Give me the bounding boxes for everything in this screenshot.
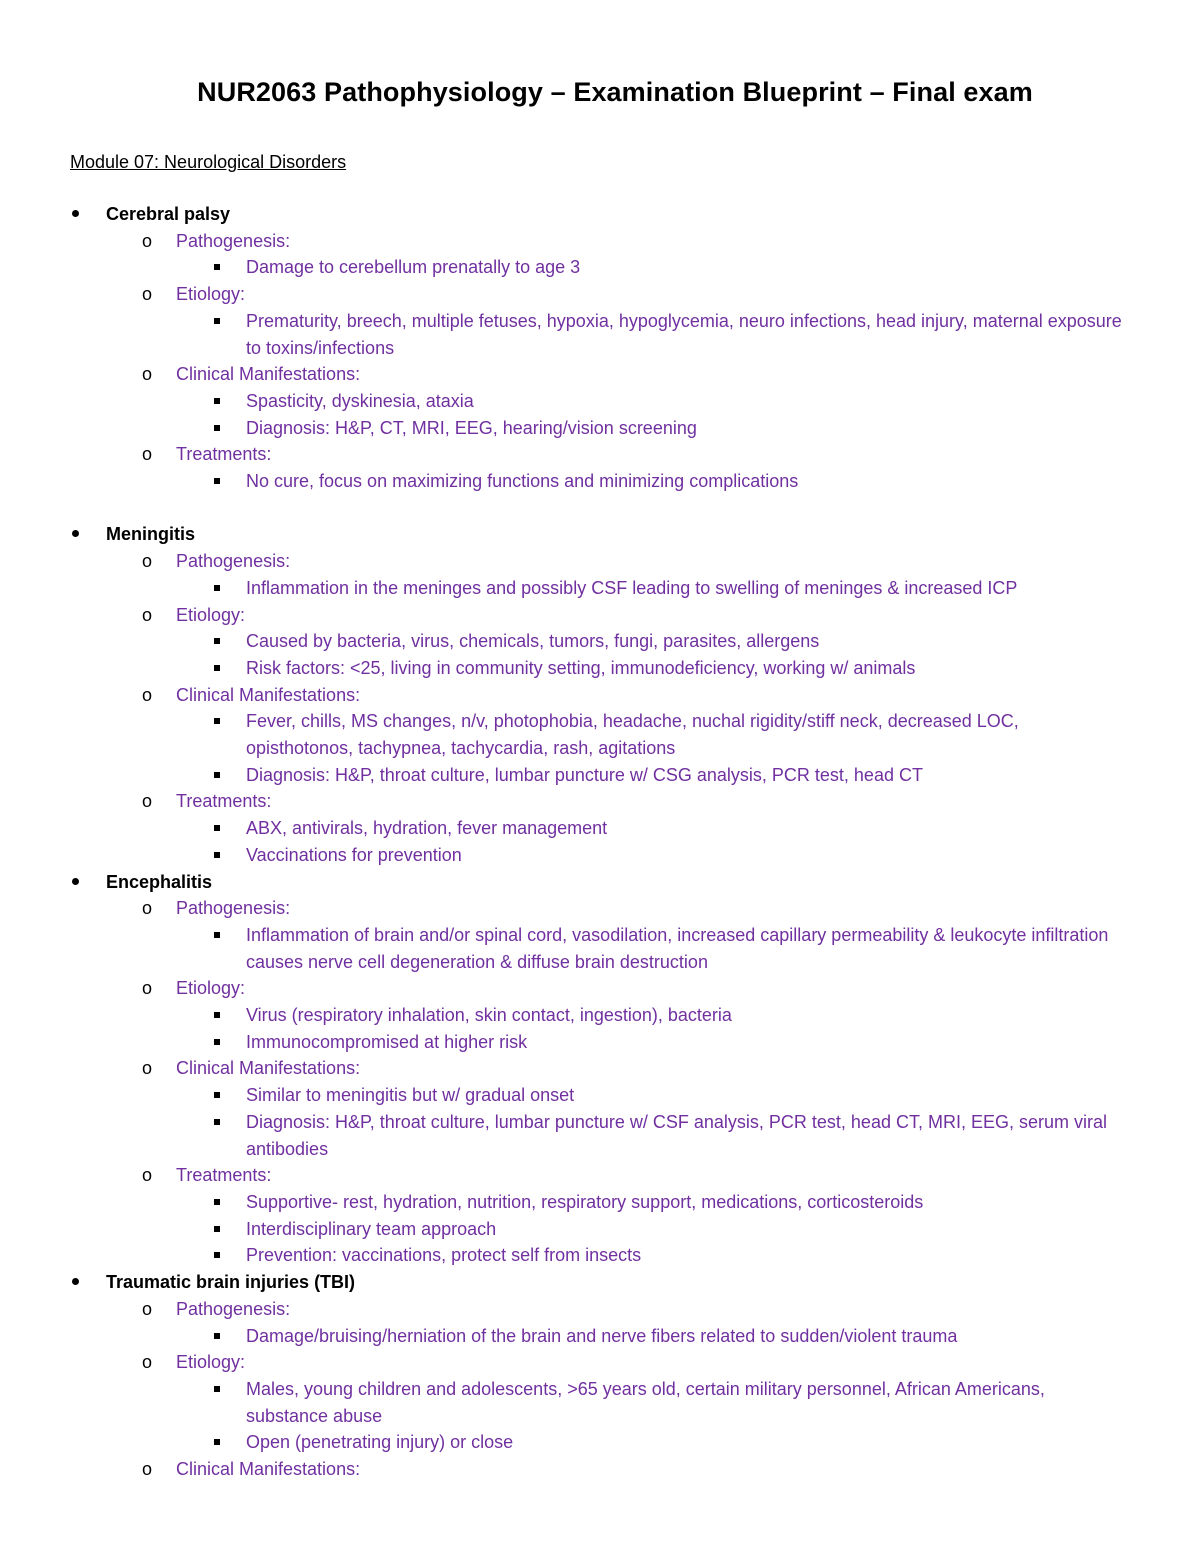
detail-item <box>176 388 1126 415</box>
hollow-bullet-icon: o <box>142 444 153 465</box>
section-label: Treatments: <box>176 791 272 812</box>
detail-list <box>176 254 1200 281</box>
hollow-bullet-icon: o <box>142 284 153 305</box>
hollow-bullet-icon: o <box>142 1352 153 1373</box>
detail-item <box>176 842 1126 869</box>
section-label: Clinical Manifestations: <box>176 684 361 705</box>
section-treatments <box>106 1162 1200 1269</box>
square-bullet-icon <box>214 398 220 404</box>
detail-text: Caused by bacteria, virus, chemicals, tumors, fungi, parasites, allergens <box>246 631 820 652</box>
detail-item <box>176 1216 1126 1243</box>
square-bullet-icon <box>214 318 220 324</box>
square-bullet-icon <box>214 585 220 591</box>
detail-item <box>176 1109 1126 1162</box>
section-list <box>106 548 1200 868</box>
section-etiology <box>106 281 1200 361</box>
square-bullet-icon <box>214 825 220 831</box>
detail-list <box>176 1189 1200 1269</box>
detail-list <box>176 1376 1200 1456</box>
detail-text: Virus (respiratory inhalation, skin contact, ingestion), bacteria <box>246 1005 732 1026</box>
detail-list <box>176 308 1200 361</box>
square-bullet-icon <box>214 772 220 778</box>
detail-text: Males, young children and adolescents, >65 years old, certain military personnel, African Americans, substance abuse <box>246 1378 1045 1426</box>
hollow-bullet-icon: o <box>142 604 153 625</box>
section-label: Treatments: <box>176 1165 272 1186</box>
square-bullet-icon <box>214 932 220 938</box>
square-bullet-icon <box>214 1439 220 1445</box>
topic-title: Encephalitis <box>106 871 213 892</box>
section-label: Pathogenesis: <box>176 1298 291 1319</box>
square-bullet-icon <box>214 852 220 858</box>
section-label: Etiology: <box>176 978 246 999</box>
detail-list <box>176 708 1200 788</box>
section-pathogenesis <box>106 1296 1200 1349</box>
module-heading: Module 07: Neurological Disorders <box>70 152 347 172</box>
detail-item <box>176 308 1126 361</box>
detail-item <box>176 708 1126 761</box>
spacer <box>0 495 1200 522</box>
detail-text: Diagnosis: H&P, throat culture, lumbar puncture w/ CSG analysis, PCR test, head CT <box>246 764 923 785</box>
section-label: Pathogenesis: <box>176 551 291 572</box>
detail-text: Prevention: vaccinations, protect self from insects <box>246 1245 642 1266</box>
hollow-bullet-icon: o <box>142 551 153 572</box>
detail-list <box>176 815 1200 868</box>
section-label: Clinical Manifestations: <box>176 1459 361 1480</box>
square-bullet-icon <box>214 638 220 644</box>
section-pathogenesis <box>106 228 1200 281</box>
section-pathogenesis <box>106 895 1200 975</box>
detail-item <box>176 1029 1126 1056</box>
detail-list <box>176 1002 1200 1055</box>
detail-item <box>176 1242 1126 1269</box>
section-label: Clinical Manifestations: <box>176 364 361 385</box>
detail-item <box>176 922 1126 975</box>
square-bullet-icon <box>214 718 220 724</box>
bullet-icon <box>72 530 79 537</box>
section-treatments <box>106 441 1200 494</box>
hollow-bullet-icon: o <box>142 791 153 812</box>
detail-item <box>176 1189 1126 1216</box>
section-etiology <box>106 602 1200 682</box>
section-label: Treatments: <box>176 444 272 465</box>
topic-outline <box>0 201 1200 1483</box>
detail-text: Risk factors: <25, living in community setting, immunodeficiency, working w/ animals <box>246 657 916 678</box>
section-pathogenesis <box>106 548 1200 601</box>
detail-item <box>176 1323 1126 1350</box>
section-label: Etiology: <box>176 604 246 625</box>
detail-item <box>176 655 1126 682</box>
detail-item <box>176 415 1126 442</box>
detail-list <box>176 468 1200 495</box>
section-clinical-manifestations <box>106 682 1200 789</box>
bullet-icon <box>72 878 79 885</box>
section-treatments <box>106 788 1200 868</box>
section-label: Clinical Manifestations: <box>176 1058 361 1079</box>
section-clinical-manifestations <box>106 1456 1200 1483</box>
section-label: Pathogenesis: <box>176 898 291 919</box>
square-bullet-icon <box>214 665 220 671</box>
detail-text: Supportive- rest, hydration, nutrition, respiratory support, medications, corticosteroids <box>246 1192 924 1212</box>
detail-list <box>176 388 1200 441</box>
detail-item <box>176 1082 1126 1109</box>
hollow-bullet-icon: o <box>142 230 153 251</box>
square-bullet-icon <box>214 1252 220 1258</box>
hollow-bullet-icon: o <box>142 898 153 919</box>
detail-list <box>176 1082 1200 1162</box>
square-bullet-icon <box>214 264 220 270</box>
section-label: Pathogenesis: <box>176 230 291 251</box>
topic-title: Cerebral palsy <box>106 204 231 224</box>
hollow-bullet-icon: o <box>142 1459 153 1480</box>
detail-list <box>176 922 1200 975</box>
detail-text: Similar to meningitis but w/ gradual onset <box>246 1085 575 1106</box>
section-list <box>106 228 1200 495</box>
square-bullet-icon <box>214 1119 220 1125</box>
detail-item <box>176 1002 1126 1029</box>
section-label: Etiology: <box>176 284 246 305</box>
detail-list <box>176 575 1200 602</box>
hollow-bullet-icon: o <box>142 978 153 999</box>
hollow-bullet-icon: o <box>142 1165 153 1186</box>
bullet-icon <box>72 210 79 217</box>
topic-meningitis <box>0 521 1200 868</box>
detail-list <box>176 628 1200 681</box>
section-list <box>106 1296 1200 1483</box>
document-title: NUR2063 Pathophysiology – Examination Blueprint – Final exam <box>197 77 1033 107</box>
detail-text: Inflammation of brain and/or spinal cord, vasodilation, increased capillary permeability & leukocyte infiltration causes nerve cell degeneration & diffuse brain destruction <box>246 924 1109 972</box>
hollow-bullet-icon: o <box>142 364 153 385</box>
detail-text: Immunocompromised at higher risk <box>246 1031 528 1052</box>
topic-cerebral-palsy <box>0 201 1200 495</box>
section-etiology <box>106 975 1200 1055</box>
detail-list <box>176 1323 1200 1350</box>
topic-title: Meningitis <box>106 524 195 545</box>
detail-text: Interdisciplinary team approach <box>246 1218 497 1239</box>
detail-text: Spasticity, dyskinesia, ataxia <box>246 390 474 411</box>
detail-text: Damage to cerebellum prenatally to age 3 <box>246 257 581 278</box>
detail-text: Damage/bruising/herniation of the brain and nerve fibers related to sudden/violent trauma <box>246 1325 958 1346</box>
detail-item <box>176 815 1126 842</box>
detail-item <box>176 575 1126 602</box>
square-bullet-icon <box>214 478 220 484</box>
detail-item <box>176 1376 1126 1429</box>
detail-item <box>176 254 1126 281</box>
detail-item <box>176 762 1126 789</box>
hollow-bullet-icon: o <box>142 684 153 705</box>
hollow-bullet-icon: o <box>142 1298 153 1319</box>
bullet-icon <box>72 1278 79 1285</box>
detail-text: Inflammation in the meninges and possibly CSF leading to swelling of meninges & increased ICP <box>246 577 1018 598</box>
topic-traumatic-brain-injuries <box>0 1269 1200 1483</box>
detail-text: Vaccinations for prevention <box>246 844 462 865</box>
topic-encephalitis <box>0 869 1200 1270</box>
square-bullet-icon <box>214 425 220 431</box>
section-label: Etiology: <box>176 1352 246 1373</box>
square-bullet-icon <box>214 1386 220 1392</box>
detail-text: Prematurity, breech, multiple fetuses, hypoxia, hypoglycemia, neuro infections, head injury, maternal exposure to toxins/infections <box>246 310 1122 358</box>
detail-text: No cure, focus on maximizing functions and minimizing complications <box>246 471 799 492</box>
detail-text: Diagnosis: H&P, CT, MRI, EEG, hearing/vision screening <box>246 417 697 438</box>
detail-text: Open (penetrating injury) or close <box>246 1432 514 1453</box>
topic-title: Traumatic brain injuries (TBI) <box>106 1272 356 1293</box>
section-list <box>106 895 1200 1269</box>
square-bullet-icon <box>214 1012 220 1018</box>
detail-text: ABX, antivirals, hydration, fever management <box>246 818 608 839</box>
detail-text: Fever, chills, MS changes, n/v, photophobia, headache, nuchal rigidity/stiff neck, decreased LOC, opisthotonos, tachypnea, tachycardia, rash, agitations <box>246 711 1019 759</box>
square-bullet-icon <box>214 1199 220 1205</box>
section-etiology <box>106 1349 1200 1456</box>
square-bullet-icon <box>214 1226 220 1232</box>
detail-item <box>176 1429 1126 1456</box>
section-clinical-manifestations <box>106 1055 1200 1162</box>
section-clinical-manifestations <box>106 361 1200 441</box>
detail-item <box>176 628 1126 655</box>
detail-text: Diagnosis: H&P, throat culture, lumbar puncture w/ CSF analysis, PCR test, head CT, MRI, EEG, serum viral antibodies <box>246 1111 1107 1159</box>
detail-item <box>176 468 1126 495</box>
square-bullet-icon <box>214 1092 220 1098</box>
hollow-bullet-icon: o <box>142 1058 153 1079</box>
square-bullet-icon <box>214 1039 220 1045</box>
square-bullet-icon <box>214 1333 220 1339</box>
